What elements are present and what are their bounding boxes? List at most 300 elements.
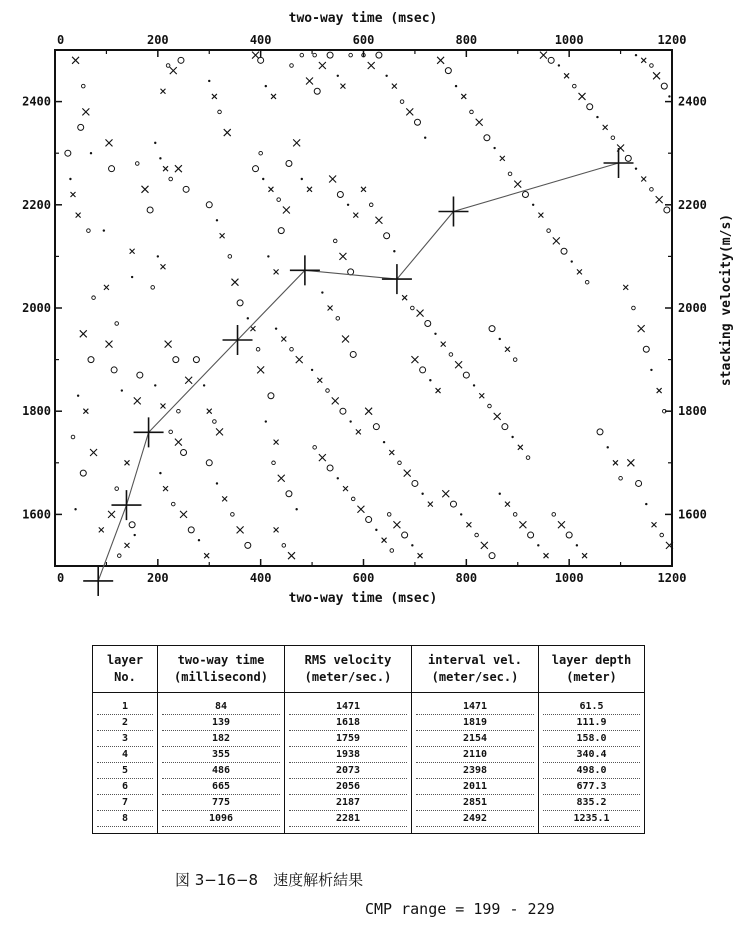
cell-interval-vel: 2154 — [412, 731, 539, 747]
scatter-point — [625, 155, 631, 161]
cell-layer-depth: 61.5 — [539, 693, 645, 716]
scatter-point — [216, 219, 218, 221]
scatter-point — [466, 522, 471, 527]
scatter-point — [429, 379, 431, 381]
y-tick-label-left: 2200 — [22, 197, 51, 212]
scatter-point — [170, 67, 177, 74]
cell-interval-vel: 2851 — [412, 795, 539, 811]
scatter-point — [166, 64, 170, 68]
scatter-point — [418, 553, 423, 558]
scatter-point — [393, 250, 395, 252]
cell-layer-no: 8 — [93, 811, 158, 834]
scatter-point — [286, 491, 292, 497]
header-two-way-time: two-way time (millisecond) — [158, 646, 285, 693]
scatter-point — [368, 62, 375, 69]
scatter-point — [553, 237, 560, 244]
table-row — [93, 763, 645, 779]
scatter-point — [319, 62, 326, 69]
scatter-point — [99, 527, 104, 532]
scatter-point — [290, 64, 294, 68]
scatter-point — [526, 456, 530, 460]
header-layer-depth: layer depth (meter) — [539, 646, 645, 693]
scatter-point — [171, 502, 175, 506]
cell-layer-no: 7 — [93, 795, 158, 811]
x-tick-label-bottom: 600 — [352, 571, 375, 585]
scatter-point — [281, 336, 286, 341]
scatter-point — [342, 335, 349, 342]
scatter-point — [436, 388, 441, 393]
scatter-point — [627, 459, 634, 466]
y-tick-label-right: 2000 — [678, 301, 707, 315]
velocity-pick-cross — [111, 490, 141, 520]
scatter-point — [159, 472, 161, 474]
scatter-point — [643, 346, 649, 352]
scatter-point — [278, 475, 285, 482]
cell-interval-vel: 2011 — [412, 779, 539, 795]
scatter-point — [656, 196, 663, 203]
scatter-point — [300, 53, 304, 57]
x-axis-title-bottom: two-way time (msec) — [288, 591, 438, 606]
scatter-point — [340, 408, 346, 414]
scatter-point — [117, 554, 121, 558]
scatter-point — [511, 436, 513, 438]
scatter-point — [538, 213, 543, 218]
scatter-point — [257, 366, 264, 373]
scatter-point — [455, 361, 462, 368]
scatter-point — [169, 430, 173, 434]
scatter-point — [519, 521, 526, 528]
scatter-point — [147, 207, 153, 213]
scatter-point — [69, 178, 71, 180]
y-tick-label-left: 2000 — [22, 301, 51, 315]
scatter-point — [613, 460, 618, 465]
table-row — [93, 731, 645, 747]
scatter-point — [252, 52, 259, 59]
table-row — [93, 779, 645, 795]
cell-rms-velocity: 1759 — [285, 731, 412, 747]
scatter-point — [668, 95, 670, 97]
scatter-point — [296, 356, 303, 363]
scatter-point — [327, 465, 333, 471]
scatter-point — [115, 322, 119, 326]
scatter-point — [494, 413, 501, 420]
scatter-point — [548, 57, 554, 63]
scatter-point — [165, 341, 172, 348]
header-layer-no: layer No. — [93, 646, 158, 693]
scatter-point — [428, 502, 433, 507]
scatter-point — [262, 178, 264, 180]
scatter-point — [111, 367, 117, 373]
scatter-point — [384, 233, 390, 239]
scatter-point — [286, 161, 292, 167]
scatter-point — [641, 58, 646, 63]
scatter-point — [154, 142, 156, 144]
scatter-point — [387, 513, 391, 517]
scatter-point — [207, 409, 212, 414]
cell-layer-no: 1 — [93, 693, 158, 716]
scatter-point — [70, 192, 75, 197]
y-tick-label-right: 2400 — [678, 94, 707, 109]
scatter-point — [499, 338, 501, 340]
scatter-point — [245, 542, 251, 548]
scatter-point — [489, 326, 495, 332]
scatter-point — [650, 188, 654, 192]
scatter-point — [178, 57, 184, 63]
scatter-point — [175, 439, 182, 446]
scatter-point — [406, 108, 413, 115]
cell-layer-depth: 677.3 — [539, 779, 645, 795]
x-tick-label-bottom: 400 — [249, 571, 272, 585]
scatter-point — [173, 357, 179, 363]
y-tick-label-left: 2400 — [22, 94, 51, 109]
scatter-point — [131, 276, 133, 278]
tick-layer — [22, 33, 707, 585]
cell-layer-depth: 111.9 — [539, 715, 645, 731]
velocity-pick-cross — [382, 264, 412, 294]
scatter-point — [275, 327, 277, 329]
scatter-point — [180, 511, 187, 518]
scatter-point — [603, 125, 608, 130]
scatter-point — [295, 508, 297, 510]
scatter-point — [175, 165, 182, 172]
scatter-point — [505, 502, 510, 507]
scatter-point — [265, 85, 267, 87]
scatter-point — [108, 511, 115, 518]
scatter-point — [216, 428, 223, 435]
scatter-point — [204, 553, 209, 558]
scatter-point — [461, 94, 466, 99]
scatter-point — [247, 317, 249, 319]
scatter-point — [611, 136, 615, 140]
scatter-point — [78, 124, 84, 130]
y-tick-label-right: 2200 — [678, 197, 707, 212]
cell-interval-vel: 2492 — [412, 811, 539, 834]
cell-two-way-time: 775 — [158, 795, 285, 811]
velocity-table-container — [92, 645, 645, 834]
scatter-point — [481, 542, 488, 549]
scatter-point — [328, 306, 333, 311]
table-row — [93, 811, 645, 834]
scatter-point — [369, 203, 373, 207]
scatter-point — [513, 513, 517, 517]
x-tick-label-bottom: 0 — [57, 571, 65, 585]
table-row — [93, 795, 645, 811]
scatter-point — [577, 269, 582, 274]
scatter-point — [349, 420, 351, 422]
y-tick-label-right: 1800 — [678, 404, 707, 419]
velocity-table — [92, 645, 645, 834]
x-tick-label-bottom: 1000 — [554, 571, 584, 585]
scatter-point — [267, 255, 269, 257]
figure-caption: 図 3−16−8 速度解析結果 — [175, 871, 364, 889]
scatter-point — [661, 83, 667, 89]
scatter-point — [597, 429, 603, 435]
scatter-point — [636, 480, 642, 486]
cell-rms-velocity: 2056 — [285, 779, 412, 795]
scatter-point — [137, 372, 143, 378]
scatter-point — [664, 207, 670, 213]
scatter-point — [552, 513, 556, 517]
velocity-function-layer — [83, 148, 633, 596]
scatter-point — [258, 57, 264, 63]
cell-layer-no: 4 — [93, 747, 158, 763]
scatter-point — [638, 325, 645, 332]
cmp-range: CMP range = 199 - 229 — [365, 900, 555, 918]
scatter-point — [411, 544, 413, 546]
scatter-point — [185, 377, 192, 384]
scatter-point — [347, 204, 349, 206]
scatter-point — [561, 248, 567, 254]
scatter-point — [657, 388, 662, 393]
scatter-point — [340, 84, 345, 89]
scatter-point — [339, 253, 346, 260]
x-tick-label-bottom: 1200 — [657, 571, 687, 585]
scatter-point — [105, 139, 112, 146]
x-tick-label-bottom: 800 — [455, 571, 478, 585]
velocity-pick-cross — [604, 148, 634, 178]
scatter-point — [220, 233, 225, 238]
x-tick-label-top: 600 — [352, 33, 375, 47]
x-tick-label-top: 1200 — [657, 33, 687, 47]
velocity-pick-cross — [83, 566, 113, 596]
scatter-point — [124, 460, 129, 465]
scatter-point — [253, 166, 259, 172]
scatter-point — [641, 177, 646, 182]
scatter-point — [437, 57, 444, 64]
scatter-point — [414, 119, 420, 125]
scatter-point — [317, 378, 322, 383]
scatter-point — [488, 404, 492, 408]
cell-layer-no: 2 — [93, 715, 158, 731]
header-interval-vel: interval vel. (meter/sec.) — [412, 646, 539, 693]
cell-rms-velocity: 1471 — [285, 693, 412, 716]
scatter-point — [660, 533, 664, 537]
cell-two-way-time: 139 — [158, 715, 285, 731]
scatter-point — [109, 166, 115, 172]
scatter-point — [82, 108, 89, 115]
scatter-point — [314, 88, 320, 94]
header-rms-velocity: RMS velocity (meter/sec.) — [285, 646, 412, 693]
scatter-point — [290, 347, 294, 351]
scatter-point — [508, 172, 512, 176]
scatter-point — [193, 357, 199, 363]
x-tick-label-top: 1000 — [554, 33, 584, 47]
scatter-point — [222, 496, 227, 501]
scatter-point — [134, 397, 141, 404]
cell-rms-velocity: 2187 — [285, 795, 412, 811]
scatter-point — [532, 204, 534, 206]
scatter-point — [265, 420, 267, 422]
scatter-point — [271, 94, 276, 99]
scatter-point — [365, 408, 372, 415]
scatter-point — [237, 526, 244, 533]
scatter-point — [424, 137, 426, 139]
scatter-point — [268, 393, 274, 399]
scatter-point — [115, 487, 119, 491]
scatter-point — [135, 162, 139, 166]
scatter-point — [411, 356, 418, 363]
scatter-point — [540, 52, 547, 59]
scatter-point — [500, 156, 505, 161]
cell-layer-depth: 158.0 — [539, 731, 645, 747]
scatter-point — [206, 460, 212, 466]
scatter-point — [573, 84, 577, 88]
scatter-point — [373, 424, 379, 430]
scatter-point — [505, 347, 510, 352]
scatter-point — [635, 167, 637, 169]
scatter-point — [479, 393, 484, 398]
scatter-point — [77, 395, 79, 397]
cell-layer-depth: 835.2 — [539, 795, 645, 811]
scatter-point — [337, 191, 343, 197]
scatter-point — [375, 217, 382, 224]
scatter-point — [326, 389, 330, 393]
scatter-point — [337, 477, 339, 479]
cell-two-way-time: 182 — [158, 731, 285, 747]
scatter-point — [402, 532, 408, 538]
scatter-point — [353, 213, 358, 218]
scatter-point — [400, 100, 404, 104]
scatter-point — [198, 539, 200, 541]
cell-interval-vel: 1819 — [412, 715, 539, 731]
scatter-point — [212, 94, 217, 99]
scatter-point — [585, 280, 589, 284]
scatter-point — [383, 441, 385, 443]
scatter-point — [278, 228, 284, 234]
scatter-point — [390, 549, 394, 553]
scatter-point — [76, 213, 81, 218]
cell-layer-no: 3 — [93, 731, 158, 747]
scatter-point — [203, 384, 205, 386]
x-axis-title-top: two-way time (msec) — [288, 11, 438, 26]
scatter-point — [417, 310, 424, 317]
cell-interval-vel: 1471 — [412, 693, 539, 716]
scatter-point — [375, 529, 377, 531]
scatter-point — [449, 353, 453, 357]
scatter-point — [513, 358, 517, 362]
scatter-point — [349, 53, 353, 57]
scatter-point — [231, 513, 235, 517]
scatter-point — [213, 420, 217, 424]
scatter-point — [463, 372, 469, 378]
scatter-point — [351, 497, 355, 501]
scatter-point — [141, 186, 148, 193]
scatter-point — [81, 84, 85, 88]
scatter-point — [350, 351, 356, 357]
cell-layer-depth: 1235.1 — [539, 811, 645, 834]
scatter-point — [558, 64, 560, 66]
scatter-point — [425, 320, 431, 326]
y-axis-title: stacking velocity(m/s) — [719, 213, 734, 387]
scatter-point — [188, 527, 194, 533]
scatter-point — [90, 449, 97, 456]
scatter-point — [274, 269, 279, 274]
scatter-point — [181, 449, 187, 455]
plot-frame — [55, 50, 672, 566]
cell-interval-vel: 2110 — [412, 747, 539, 763]
scatter-point — [402, 295, 407, 300]
scatter-point — [635, 54, 637, 56]
scatter-point — [129, 522, 135, 528]
table-row — [93, 693, 645, 716]
scatter-point — [411, 306, 415, 310]
y-tick-label-left: 1800 — [22, 404, 51, 419]
scatter-point — [301, 178, 303, 180]
scatter-point — [518, 445, 523, 450]
scatter-point — [216, 482, 218, 484]
scatter-point — [311, 369, 313, 371]
scatter-point — [157, 255, 159, 257]
scatter-point — [528, 532, 534, 538]
scatter-point — [571, 260, 573, 262]
scatter-point — [208, 80, 210, 82]
scatter-point — [356, 429, 361, 434]
scatter-point — [272, 461, 276, 465]
y-tick-label-left: 1600 — [22, 507, 51, 522]
scatter-point — [282, 544, 286, 548]
scatter-point — [475, 533, 479, 537]
scatter-point — [307, 187, 312, 192]
scatter-point — [151, 286, 155, 290]
scatter-point — [460, 513, 462, 515]
scatter-point — [228, 255, 232, 259]
scatter-point — [288, 552, 295, 559]
scatter-point — [105, 341, 112, 348]
scatter-point — [607, 446, 609, 448]
scatter-point — [83, 409, 88, 414]
scatter-point — [313, 446, 317, 450]
scatter-point — [277, 198, 281, 202]
scatter-point — [582, 553, 587, 558]
scatter-point — [544, 553, 549, 558]
scatter-point — [159, 157, 161, 159]
scatter-point — [92, 296, 96, 300]
scatter-point — [259, 151, 263, 155]
scatter-point — [336, 317, 340, 321]
scatter-point — [321, 291, 323, 293]
scatter-point — [476, 119, 483, 126]
cell-rms-velocity: 1618 — [285, 715, 412, 731]
scatter-point — [160, 264, 165, 269]
scatter-point — [333, 239, 337, 243]
scatter-point — [319, 454, 326, 461]
scatter-point — [121, 389, 123, 391]
scatter-point — [564, 73, 569, 78]
x-tick-label-top: 800 — [455, 33, 478, 47]
table-row — [93, 747, 645, 763]
scatter-point — [473, 384, 475, 386]
velocity-function-line — [98, 163, 618, 581]
scatter-point — [160, 404, 165, 409]
scatter-point — [652, 522, 657, 527]
cell-layer-depth: 498.0 — [539, 763, 645, 779]
scatter-layer — [65, 52, 673, 560]
scatter-point — [163, 166, 168, 171]
scatter-point — [450, 501, 456, 507]
scatter-point — [332, 397, 339, 404]
scatter-point — [434, 333, 436, 335]
scatter-point — [653, 72, 660, 79]
scatter-point — [337, 75, 339, 77]
scatter-point — [489, 553, 495, 559]
scatter-point — [558, 521, 565, 528]
cell-two-way-time: 355 — [158, 747, 285, 763]
scatter-point — [357, 506, 364, 513]
scatter-point — [237, 300, 243, 306]
scatter-point — [650, 64, 654, 68]
scatter-point — [623, 285, 628, 290]
scatter-point — [163, 486, 168, 491]
